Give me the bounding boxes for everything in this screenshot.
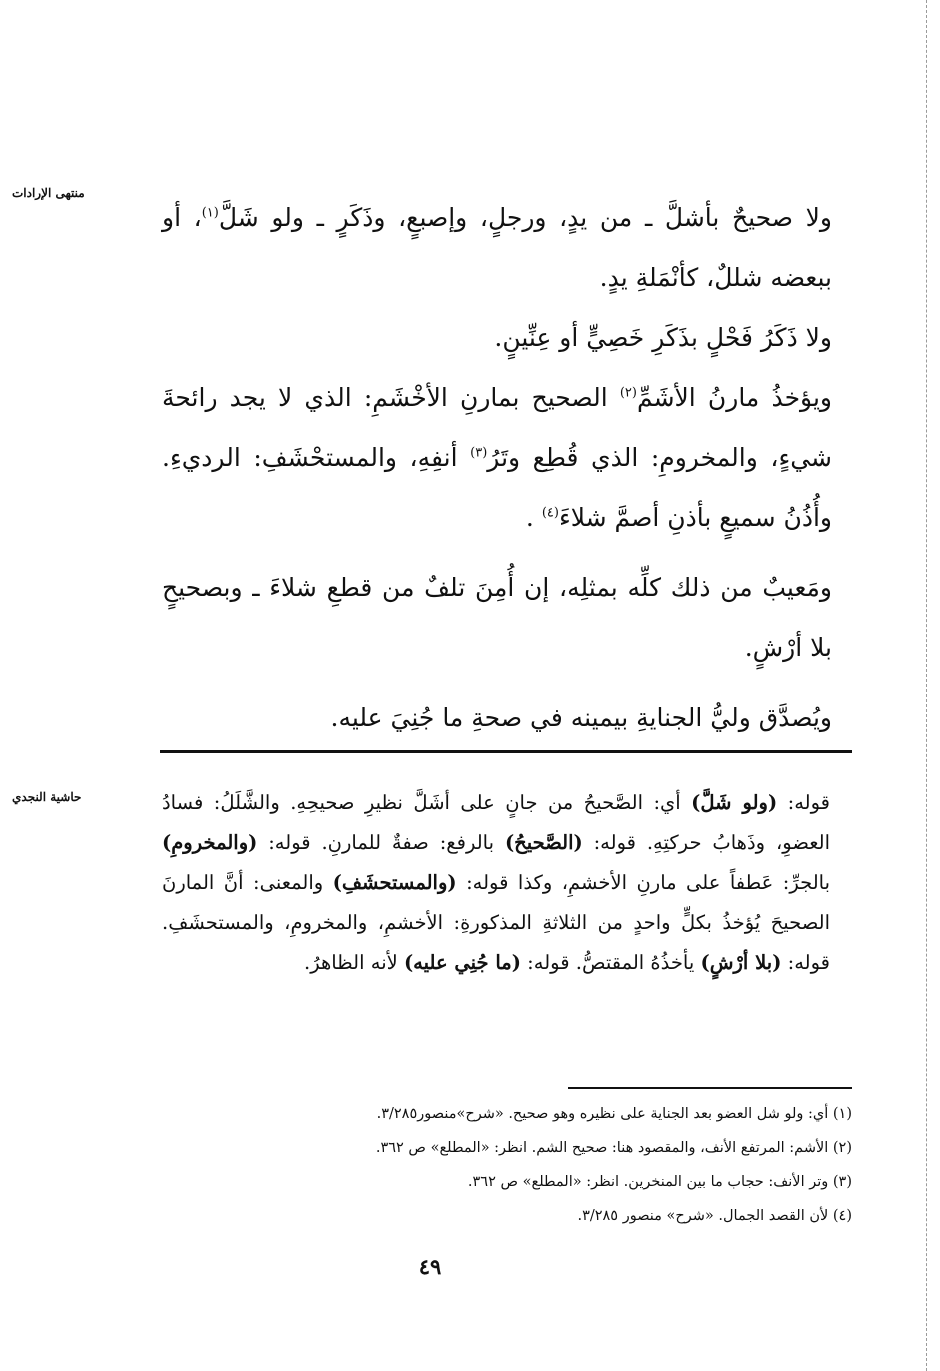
footnote-ref: (٢) — [619, 385, 637, 401]
main-paragraph-1 — [162, 188, 854, 308]
footnote-divider — [568, 1087, 852, 1089]
footnote-ref: (١) — [201, 205, 219, 221]
page-number: ٤٩ — [418, 1254, 442, 1279]
commentary-quote: (والمستحشَفِ) — [332, 871, 457, 894]
header-book-title: منتهى الإرادات — [12, 186, 85, 200]
commentary-segment: يأخذُهُ المقتصُّ. قوله: — [520, 951, 701, 974]
main-text-segment: الصحيح بمارنِ الأخْشَمِ: الذي لا يجد رائحةَ شيءٍ، والمخرومِ: الذي قُطِع وتَرُ — [162, 383, 832, 472]
commentary-label: حاشية النجدي — [12, 790, 82, 804]
footnote-ref: (٣) — [470, 445, 488, 461]
main-text-segment: ويؤخذُ مارنُ الأشَمِّ — [636, 383, 832, 412]
commentary-quote: (ولو شَلَّ) — [691, 791, 778, 814]
commentary-segment: لأنه الظاهرُ. — [304, 951, 404, 974]
main-text-segment: ، أو ببعضه شللٌ، كأنْمَلةِ يدٍ. — [162, 203, 832, 292]
section-divider — [160, 750, 852, 753]
footnote-ref: (٤) — [541, 505, 559, 521]
commentary-segment: أي: الصَّحيحُ من جانٍ على أشَلَّ نظيرِ صحيحِهِ. والشَّلَلُ: فسادُ العضوِ، وذَهابُ حركتِهِ. قوله: — [162, 791, 831, 854]
footnote-2: (٢) الأشم: المرتفع الأنف، والمقصود هنا: صحيح الشم. انظر: «المطلع» ص ٣٦٢. — [375, 1140, 852, 1156]
main-text-segment: . — [525, 503, 542, 532]
footnote-4: (٤) لأن القصد الجمال. «شرح» منصور ٣/٢٨٥. — [577, 1208, 852, 1224]
main-text-segment: أنفِهِ، والمستحْشَفِ: الرديءِ. وأُذُنُ سميعٍ بأذنِ أصمَّ شلاءَ — [162, 443, 832, 532]
commentary-paragraph — [162, 783, 852, 983]
footnote-1: (١) أي: ولو شل العضو بعد الجناية على نظيره وهو صحيح. «شرح»منصور٣/٢٨٥. — [376, 1106, 852, 1122]
commentary-quote: (الصَّحيحُ) — [504, 831, 583, 854]
commentary-quote: (ما جُنِي عليه) — [403, 951, 521, 974]
main-paragraph-3 — [162, 368, 854, 548]
commentary-segment: بالرفع: صفةٌ للمارنِ. قوله: — [257, 831, 505, 854]
footnotes — [162, 1097, 852, 1233]
main-paragraph-2: ولا ذَكَرُ فَحْلٍ بذَكَرِ خَصِيٍّ أو عِنِّينٍ. — [494, 323, 832, 352]
commentary-segment: قوله: — [777, 791, 830, 814]
main-paragraph-4: ومَعيبٌ من ذلك كلِّه بمثلِه، إن أُمِنَ تلفٌ من قطعِ شلاءَ ـ وبصحيحٍ بلا أرْشٍ. — [162, 573, 832, 662]
commentary-segment: والمعنى: أنَّ المارنَ الصحيحَ يُؤخذُ بكلٍّ واحدٍ من الثلاثةِ المذكورةِ: الأخشمِ، والمخرومِ، والمستحشَفِ. قوله: — [162, 871, 830, 974]
commentary-segment: بالجرِّ: عَطفاً على مارنِ الأخشمِ، وكذا قوله: — [456, 871, 831, 894]
commentary-quote: (بلا أرْشٍ) — [700, 951, 782, 974]
footnote-3: (٣) وتر الأنف: حجاب ما بين المنخرين. انظر: «المطلع» ص ٣٦٢. — [467, 1174, 852, 1190]
page-edge-line — [926, 0, 927, 1371]
commentary-text — [162, 783, 852, 983]
main-text — [162, 188, 854, 748]
main-text-segment: ولا صحيحٌ بأشلَّ ـ من يدٍ، ورجلٍ، وإصبعٍ، وذَكَرٍ ـ ولو شَلَّ — [218, 203, 832, 232]
commentary-quote: (والمخرومِ) — [162, 831, 258, 854]
main-paragraph-5: ويُصدَّق وليُّ الجنايةِ بيمينه في صحةِ ما جُنِيَ عليه. — [330, 703, 832, 732]
